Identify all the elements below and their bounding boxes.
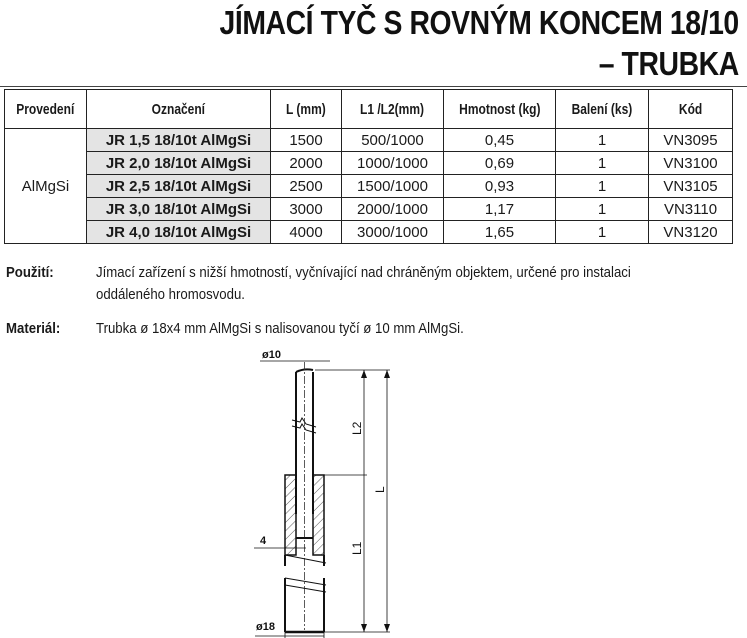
mass-cell: 0,93 <box>444 175 556 198</box>
table-row <box>5 129 733 152</box>
header-kod: Kód <box>649 90 733 129</box>
material-label: Materiál: <box>6 320 61 337</box>
designation-cell: JR 1,5 18/10t AlMgSi <box>87 129 271 152</box>
title-line-2: – TRUBKA <box>598 45 739 82</box>
page-title <box>220 2 739 84</box>
code-cell: VN3110 <box>649 198 733 221</box>
dim-wall-label: 4 <box>260 535 267 547</box>
designation-cell: JR 2,0 18/10t AlMgSi <box>87 152 271 175</box>
usage-label: Použití: <box>6 264 54 281</box>
usage-text: Jímací zařízení s nižší hmotností, vyčnívající nad chráněným objektem, určené pro instalaci oddáleného hromosvodu. <box>96 264 631 303</box>
designation-cell: JR 2,5 18/10t AlMgSi <box>87 175 271 198</box>
length-cell: 2500 <box>271 175 342 198</box>
dim-l-label: L <box>373 486 387 493</box>
group-cell: AlMgSi <box>5 129 87 244</box>
pack-cell: 1 <box>556 198 649 221</box>
table-row <box>5 221 733 244</box>
spec-table <box>4 89 733 244</box>
l1-l2-cell: 500/1000 <box>342 129 444 152</box>
table-row <box>5 152 733 175</box>
l1-l2-cell: 2000/1000 <box>342 198 444 221</box>
l1-l2-cell: 1000/1000 <box>342 152 444 175</box>
l1-l2-cell: 3000/1000 <box>342 221 444 244</box>
length-cell: 4000 <box>271 221 342 244</box>
header-oznaceni: Označení <box>87 90 271 129</box>
l1-l2-cell: 1500/1000 <box>342 175 444 198</box>
code-cell: VN3120 <box>649 221 733 244</box>
header-l1-l2: L1 /L2(mm) <box>342 90 444 129</box>
header-hmotnost: Hmotnost (kg) <box>444 90 556 129</box>
dim-l1-label: L1 <box>350 541 364 555</box>
dim-l2-label: L2 <box>350 421 364 435</box>
length-cell: 2000 <box>271 152 342 175</box>
table-row <box>5 198 733 221</box>
length-cell: 1500 <box>271 129 342 152</box>
length-cell: 3000 <box>271 198 342 221</box>
mass-cell: 1,65 <box>444 221 556 244</box>
code-cell: VN3095 <box>649 129 733 152</box>
code-cell: VN3100 <box>649 152 733 175</box>
technical-drawing <box>230 340 410 638</box>
header-provedeni: Provedení <box>5 90 87 129</box>
pack-cell: 1 <box>556 152 649 175</box>
title-line-1: JÍMACÍ TYČ S ROVNÝM KONCEM 18/10 <box>219 4 739 41</box>
pack-cell: 1 <box>556 129 649 152</box>
pack-cell: 1 <box>556 175 649 198</box>
header-baleni: Balení (ks) <box>556 90 649 129</box>
table-header-row <box>5 90 733 129</box>
mass-cell: 0,45 <box>444 129 556 152</box>
mass-cell: 1,17 <box>444 198 556 221</box>
header-l: L (mm) <box>271 90 342 129</box>
table-row <box>5 175 733 198</box>
code-cell: VN3105 <box>649 175 733 198</box>
dim-top-label: ø10 <box>262 349 281 361</box>
mass-cell: 0,69 <box>444 152 556 175</box>
designation-cell: JR 3,0 18/10t AlMgSi <box>87 198 271 221</box>
title-divider <box>0 86 747 87</box>
dim-bottom-label: ø18 <box>256 621 275 633</box>
material-text: Trubka ø 18x4 mm AlMgSi s nalisovanou tyčí ø 10 mm AlMgSi. <box>96 320 464 337</box>
pack-cell: 1 <box>556 221 649 244</box>
designation-cell: JR 4,0 18/10t AlMgSi <box>87 221 271 244</box>
